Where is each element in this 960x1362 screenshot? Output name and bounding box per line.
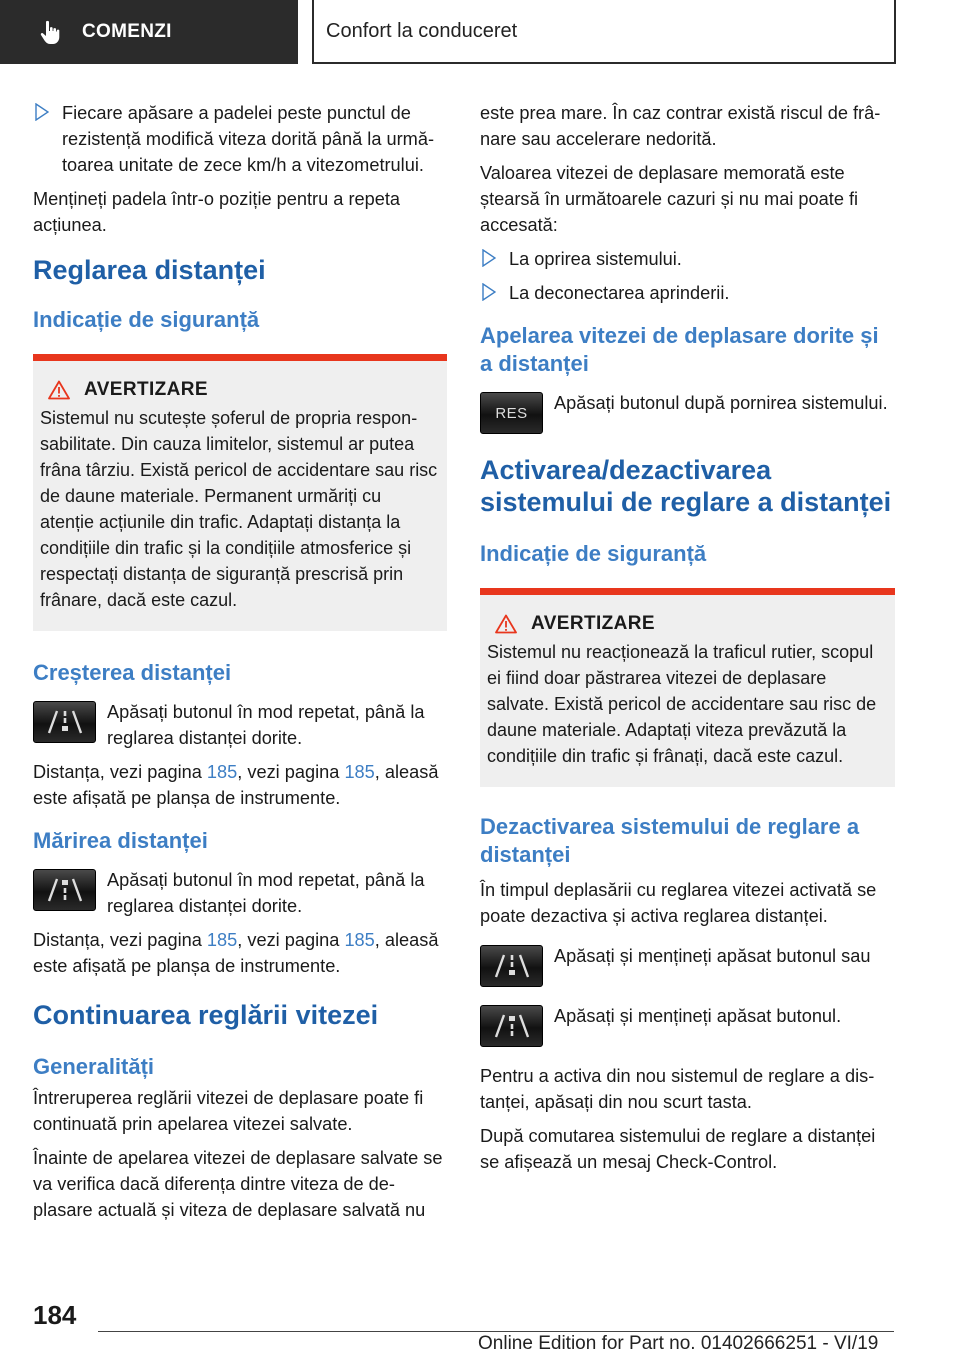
chapter-title: Confort la conduceret <box>312 0 896 64</box>
warning-triangle-icon <box>495 614 517 634</box>
bullet-list <box>480 246 895 306</box>
button-instruction: Apăsați și mențineți apăsat butonul sau <box>480 943 895 987</box>
edition-info: Online Edition for Part no. 01402666251 - VI/19 <box>478 1333 879 1354</box>
list-item: La deconectarea aprinderii. <box>480 280 895 306</box>
paragraph: Întreruperea reglării vitezei de deplasare poate fi continuată prin apelarea vitezei salvate. <box>33 1088 424 1134</box>
left-column <box>33 100 447 1231</box>
distance-road-icon <box>45 708 85 736</box>
warning-title: AVERTIZARE <box>531 613 655 634</box>
section-label: COMENZI <box>82 21 172 42</box>
page-link[interactable]: 185 <box>206 762 238 782</box>
enlarge-instruction: Apăsați butonul în mod repetat, până la reglarea distanței dorite. <box>33 867 447 919</box>
warning-title: AVERTIZARE <box>84 379 208 400</box>
res-instruction: RES Apăsați butonul după pornirea sistemului. <box>480 390 895 434</box>
footer-divider <box>98 1331 894 1332</box>
paragraph: Valoarea vitezei de deplasare memorată este ștearsă în următoarele cazuri și nu mai poate fi accesată: <box>480 163 859 235</box>
warning-box <box>480 588 895 787</box>
page-link[interactable]: 185 <box>206 930 238 950</box>
heading-safety: Indicație de siguranță <box>480 541 707 566</box>
paragraph: Pentru a activa din nou sistemul de reglare a distanței, apăsați din nou scurt tasta. <box>480 1066 875 1112</box>
list-item: Fiecare apăsare a padelei peste punctul de rezistență modifică viteza dorită până la următoarea unitate de zece km/h a vitezometrului. <box>33 100 447 178</box>
paragraph: este prea mare. În caz contrar există riscul de frânare sau accelerare nedorită. <box>480 103 881 149</box>
section-tab <box>0 0 298 64</box>
triangle-bullet-icon <box>482 249 496 267</box>
right-column <box>480 100 895 1183</box>
page-link[interactable]: 185 <box>344 930 375 950</box>
paragraph: După comutarea sistemului de reglare a distanței se afișează un mesaj Check-Control. <box>480 1126 876 1172</box>
heading-enlarge: Mărirea distanței <box>33 828 208 853</box>
bullet-list <box>33 100 447 178</box>
list-item: La oprirea sistemului. <box>480 246 895 272</box>
page-reference: Distanța, vezi pagina 185, vezi pagina 185, aleasă este afișată pe planșa de instrumente. <box>33 762 439 808</box>
heading-recall: Apelarea vitezei de deplasare dorite și a distanței <box>480 323 879 376</box>
heading-activate: Activarea/dezactivarea sistemului de reglare a distanței <box>480 455 892 517</box>
heading-distance: Reglarea distanței <box>33 255 266 285</box>
distance-road-icon <box>45 876 85 904</box>
paragraph: Mențineți padela într-o poziție pentru a repeta acțiunea. <box>33 189 401 235</box>
warning-text: Sistemul nu scutește șoferul de propria responsabilitate. Din cauza limitelor, sistemul ar putea frâna târziu. Există pericol de accidentare sau risc de daune materiale. Permanent urmăriți cu atenție acțiunile din trafic. Adaptați distanța la condițiile din trafic și la condițiile atmosferice și respectați distanța de siguranță prescrisă prin frânare, dacă este cazul. <box>40 408 438 610</box>
distance-road-icon <box>492 952 532 980</box>
res-button-image: RES <box>480 392 543 434</box>
triangle-bullet-icon <box>482 283 496 301</box>
page-number: 184 <box>33 1300 77 1330</box>
distance-button-image <box>33 701 96 743</box>
page-link[interactable]: 185 <box>344 762 375 782</box>
warning-box <box>33 354 447 631</box>
heading-increase: Creșterea distanței <box>33 660 232 685</box>
triangle-bullet-icon <box>35 103 49 121</box>
distance-button-image <box>480 1005 543 1047</box>
heading-deactivate: Dezactivarea sistemului de reglare a distanței <box>480 814 860 867</box>
distance-button-image <box>480 945 543 987</box>
warning-text: Sistemul nu reacționează la traficul rutier, scopul ei fiind doar păstrarea vitezei de deplasare salvate. Există pericol de accidentare sau risc de daune materiale. Adaptați viteza prevăzută la condițiile din trafic și frânați, dacă este cazul. <box>487 642 877 766</box>
warning-triangle-icon <box>48 380 70 400</box>
page-reference: Distanța, vezi pagina 185, vezi pagina 185, aleasă este afișată pe planșa de instrumente. <box>33 930 439 976</box>
increase-instruction: Apăsați butonul în mod repetat, până la reglarea distanței dorite. <box>33 699 447 751</box>
paragraph: În timpul deplasării cu reglarea vitezei activată se poate dezactiva și activa reglarea distanței. <box>480 880 877 926</box>
distance-road-icon <box>492 1012 532 1040</box>
distance-button-image <box>33 869 96 911</box>
hand-pointer-icon <box>38 19 64 45</box>
button-instruction: Apăsați și mențineți apăsat butonul. <box>480 1003 895 1047</box>
paragraph: Înainte de apelarea vitezei de deplasare salvate se va verifica dacă diferența dintre viteza de deplasare actuală și viteza de deplasare salvată nu <box>33 1148 443 1220</box>
heading-safety: Indicație de siguranță <box>33 307 260 332</box>
heading-general: Generalități <box>33 1054 155 1079</box>
heading-continue: Continuarea reglării vitezei <box>33 1000 379 1030</box>
